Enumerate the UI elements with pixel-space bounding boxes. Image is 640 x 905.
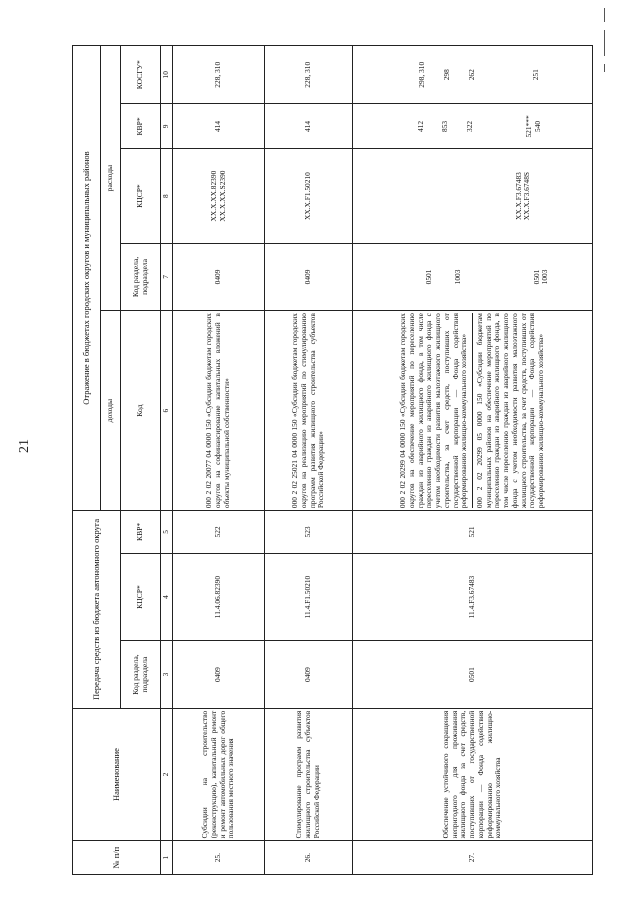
row-income-code	[353, 311, 593, 511]
row-kod-razdela: 0501	[353, 641, 593, 708]
table-row	[353, 46, 593, 875]
kcsr-value: XX.X.XX.82390	[208, 170, 218, 222]
col-number: 4	[161, 553, 173, 641]
kod-razdela-value: 1003	[540, 269, 550, 285]
kcsr-value: XX.X.F3.67483	[513, 172, 523, 220]
header-kosgu: КОСГУ*	[121, 46, 161, 104]
row-kod-razdela: 0409	[173, 641, 265, 708]
row-kcsr: 11.4.F1.50210	[265, 553, 353, 641]
header-name: Наименование	[73, 708, 161, 841]
row-kcsr-2	[173, 149, 265, 243]
kod-razdela-value: 1003	[452, 269, 462, 285]
header-dohody: доходы	[101, 311, 121, 511]
row-income-code: 000 2 02 25021 04 0000 150 «Субсидии бюджетам городских округов на реализацию мероприятий по стимулированию программ развития жилищного строительства субъектов Российской Федерации»	[265, 311, 353, 511]
col-number: 10	[161, 46, 173, 104]
kod-razdela-value: 0501	[531, 269, 541, 285]
scan-margin-mark	[604, 64, 605, 72]
row-kcsr-2	[353, 149, 593, 243]
row-kod-razdela-2: 0409	[265, 243, 353, 310]
row-kod-razdela-2: 0409	[173, 243, 265, 310]
row-kcsr: 11.4.F3.67483	[353, 553, 593, 641]
kcsr-value: XX.X.F3.6748S	[522, 171, 532, 221]
header-kod-razdela-2: Код раздела, подраздела	[121, 243, 161, 310]
col-number: 5	[161, 511, 173, 554]
kcsr-value: XX.X.XX.S2390	[217, 170, 227, 222]
row-number: 25.	[173, 841, 265, 875]
row-kvr-2	[353, 104, 593, 149]
income-code-city: 000 2 02 20299 04 0000 150 «Субсидии бюджетам городских округов на обеспечение мероприятий по переселению граждан из аварийного жилищного фонда, в том числе переселению граждан из аварийного жилищного фонда с учетом необходимости развития малоэтажного жилищного строительства, за счет средств, поступивших от государственной корпорации — Фонда содействия реформированию жилищно-коммунального хозяйства»	[399, 313, 473, 508]
header-kvr-2: КВР*	[121, 104, 161, 149]
table-row	[265, 46, 353, 875]
row-name: Обеспечение устойчивого сокращения непригодного для проживания жилищного фонда за счет средств, поступивших от государственной корпорации — Фонда содействия реформированию жилищно-коммунального хозяйства	[353, 708, 593, 841]
scan-margin-mark	[604, 30, 605, 56]
col-number: 7	[161, 243, 173, 310]
row-kcsr-2: XX.X.F1.50210	[265, 149, 353, 243]
kvr-value: 853	[440, 120, 450, 132]
row-number: 26.	[265, 841, 353, 875]
header-kcsr-2: КЦСР*	[121, 149, 161, 243]
row-kvr-2: 414	[173, 104, 265, 149]
header-kvr: КВР*	[121, 511, 161, 554]
col-number: 3	[161, 641, 173, 708]
row-kcsr: 11.4.06.82390	[173, 553, 265, 641]
scan-margin-mark	[604, 8, 605, 22]
row-kod-razdela: 0409	[265, 641, 353, 708]
row-kod-razdela-2	[353, 243, 593, 310]
row-kosgu: 228, 310	[173, 46, 265, 104]
header-kcsr: КЦСР*	[121, 553, 161, 641]
page-number: 21	[17, 439, 32, 453]
header-transfer: Передача средств из бюджета автономного округа	[73, 511, 121, 709]
kod-razdela-value: 0501	[424, 269, 434, 285]
header-raskhody: расходы	[101, 46, 121, 311]
row-income-code: 000 2 02 20077 04 0000 150 «Субсидии бюджетам городских округов на софинансирование капитальных вложений в объекты муниципальной собственности»	[173, 311, 265, 511]
col-number: 1	[161, 841, 173, 875]
budget-table	[72, 45, 593, 875]
row-name: Субсидии на строительство (реконструкцию), капитальный ремонт и ремонт автомобильных дорог общего пользования местного значения	[173, 708, 265, 841]
row-kosgu: 228, 310	[265, 46, 353, 104]
row-kosgu	[353, 46, 593, 104]
row-kvr: 523	[265, 511, 353, 554]
col-number: 9	[161, 104, 173, 149]
row-kvr-2: 414	[265, 104, 353, 149]
row-name: Стимулирование программ развития жилищного строительства субъектов Российской Федерации	[265, 708, 353, 841]
table-row	[173, 46, 265, 875]
header-kod-razdela: Код раздела, подраздела	[121, 641, 161, 708]
kvr-value: 412	[415, 120, 425, 132]
header-num: № п/п	[73, 841, 161, 875]
kvr-value: 322	[465, 120, 475, 132]
row-number: 27.	[353, 841, 593, 875]
kosgu-value: 251	[531, 69, 541, 81]
rotated-table-sheet	[72, 45, 598, 875]
income-code-district: 000 2 02 20299 05 0000 150 «Субсидии бюджетам муниципальных районов на обеспечение мероприятий по переселению граждан из аварийного жилищного фонда, в том числе переселению граждан из аварийного жилищного фонда с учетом необходимости развития малоэтажного жилищного строительства, за счет средств, поступивших от государственной корпорации — Фонда содействия реформированию жилищно-коммунального хозяйства»	[475, 313, 546, 509]
row-kvr: 522	[173, 511, 265, 554]
col-number: 2	[161, 708, 173, 841]
kvr-value: 521***	[523, 115, 533, 138]
col-number: 6	[161, 311, 173, 511]
header-reflection: Отражение в бюджетах городских округов и муниципальных районов	[73, 46, 101, 511]
kosgu-value: 298	[441, 69, 451, 81]
kvr-value: 540	[532, 120, 542, 132]
col-number: 8	[161, 149, 173, 243]
row-kvr: 521	[353, 511, 593, 554]
header-kod: Код	[121, 311, 161, 511]
kosgu-value: 298, 310	[417, 61, 427, 88]
kosgu-value: 262	[466, 69, 476, 81]
